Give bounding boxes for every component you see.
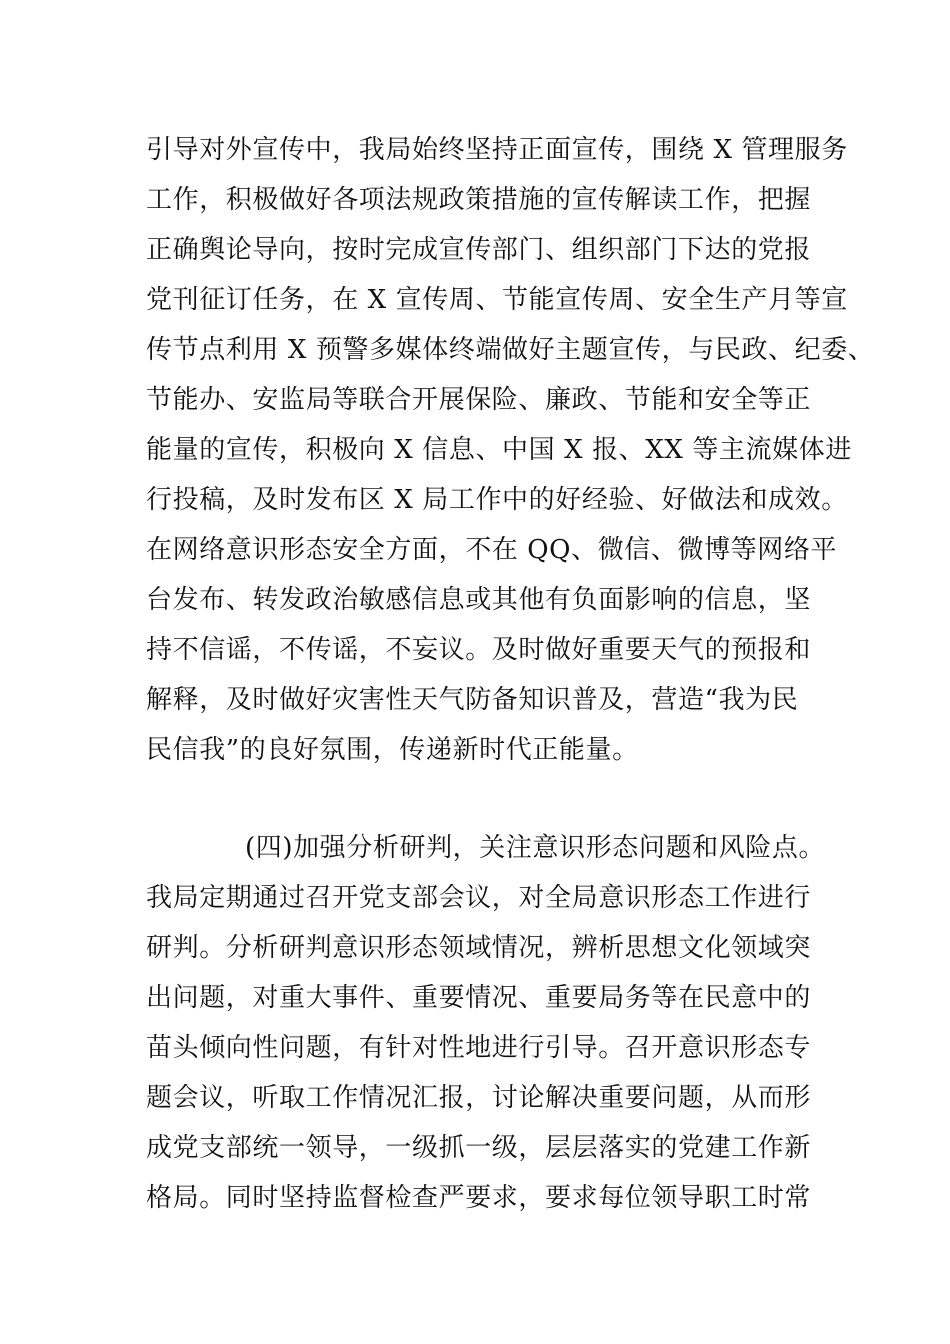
text-line: 台发布、转发政治敏感信息或其他有负面影响的信息，坚 (146, 585, 812, 615)
text-line: 持不信谣，不传谣，不妄议。及时做好重要天气的预报和 (146, 635, 812, 665)
text-line: 行投稿，及时发布区 X 局工作中的好经验、好做法和成效。 (146, 485, 848, 515)
text-line: 我局定期通过召开党支部会议，对全局意识形态工作进行 (146, 883, 812, 913)
text-line: 题会议，听取工作情况汇报，讨论解决重要问题，从而形 (146, 1083, 812, 1113)
text-line: 成党支部统一领导，一级抓一级，层层落实的党建工作新 (146, 1133, 812, 1163)
text-line: 格局。同时坚持监督检查严要求，要求每位领导职工时常 (146, 1183, 812, 1213)
text-line: 出问题，对重大事件、重要情况、重要局务等在民意中的 (146, 983, 812, 1013)
text-line: 传节点利用 X 预警多媒体终端做好主题宣传，与民政、纪委、 (146, 335, 875, 365)
text-line: 工作，积极做好各项法规政策措施的宣传解读工作，把握 (146, 185, 812, 215)
text-line: 能量的宣传，积极向 X 信息、中国 X 报、XX 等主流媒体进 (146, 435, 852, 465)
text-line: 解释，及时做好灾害性天气防备知识普及，营造“我为民 (146, 685, 799, 715)
text-line: 苗头倾向性问题，有针对性地进行引导。召开意识形态专 (146, 1033, 812, 1063)
text-line: 研判。分析研判意识形态领域情况，辨析思想文化领域突 (146, 933, 812, 963)
section-heading: (四)加强分析研判，关注意识形态问题和风险点。 (245, 833, 826, 863)
text-line: 在网络意识形态安全方面，不在 QQ、微信、微博等网络平 (146, 535, 838, 565)
text-line: 引导对外宣传中，我局始终坚持正面宣传，围绕 X 管理服务 (146, 135, 848, 165)
text-line: 民信我”的良好氛围，传递新时代正能量。 (146, 735, 639, 765)
text-line: 正确舆论导向，按时完成宣传部门、组织部门下达的党报 (146, 235, 812, 265)
text-line: 节能办、安监局等联合开展保险、廉政、节能和安全等正 (146, 385, 812, 415)
text-line: 党刊征订任务，在 X 宣传周、节能宣传周、安全生产月等宣 (146, 285, 848, 315)
